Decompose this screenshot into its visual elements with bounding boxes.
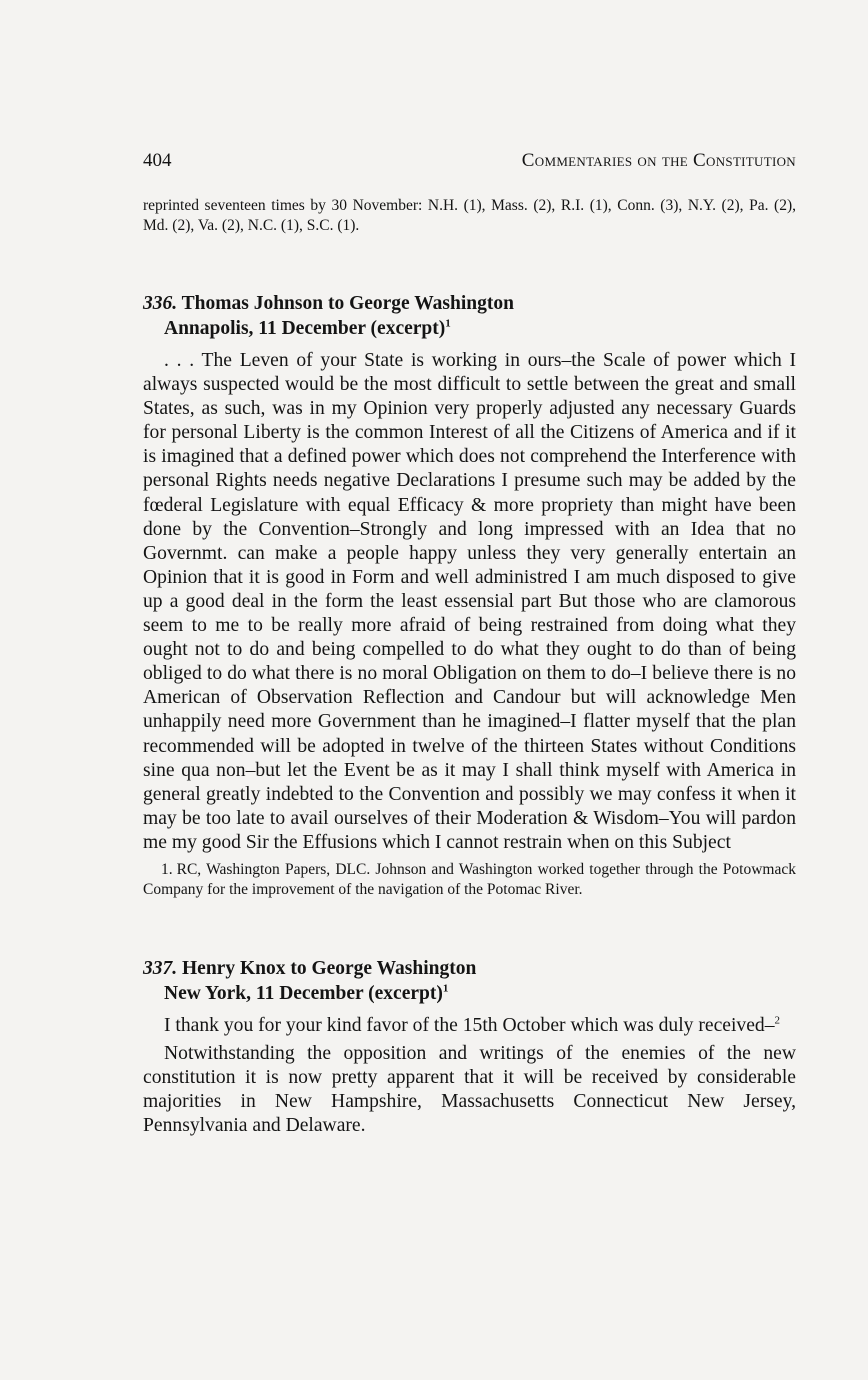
footnote-ref: 1 <box>445 317 451 330</box>
document-number: 337. <box>143 957 178 979</box>
document-title: Henry Knox to George Washington <box>182 957 477 979</box>
footnote-number: 1. <box>161 860 173 878</box>
running-head <box>143 150 796 176</box>
place-date-text: Annapolis, 11 December (excerpt) <box>164 318 446 339</box>
document-place-date <box>143 316 796 341</box>
document-number: 336. <box>143 293 178 314</box>
document-heading <box>143 956 796 1006</box>
letter-paragraph: Notwithstanding the opposition and writings of the enemies of the new constitution it is now pretty apparent that it will be received by considerable majorities in New Hampshire, Massachusetts Connecticut New Jersey, Pennsylvania and Delaware. <box>143 1043 796 1137</box>
place-date-text: New York, 11 December (excerpt) <box>164 982 443 1004</box>
page-number: 404 <box>143 150 172 171</box>
document-place-date <box>143 981 796 1006</box>
previous-footnote-continuation: reprinted seventeen times by 30 November: N.H. (1), Mass. (2), R.I. (1), Conn. (3), N.Y. (2), Pa. (2), Md. (2), Va. (2), N.C. (1), S.C. (1). <box>143 197 796 234</box>
footnote-ref: 2 <box>774 1014 780 1027</box>
book-page <box>143 150 796 1138</box>
footnote-text: RC, Washington Papers, DLC. Johnson and Washington worked together through the Potowmack Company for the improvement of the navigation of the Potomac River. <box>143 860 796 898</box>
footnote-ref: 1 <box>442 982 449 995</box>
running-title: Commentaries on the Constitution <box>521 150 796 171</box>
document-title: Thomas Johnson to George Washington <box>181 293 514 314</box>
letter-paragraph: . . . The Leven of your State is working in ours–the Scale of power which I always suspected would be the most difficult to settle between the great and small States, as such, was in my Opinion very properly adjusted any necessary Guards for personal Liberty is the common Interest of all the Citizens of America and if it is imagined that a defined power which does not comprehend the Interference with personal Rights needs negative Declarations I presume such may be added by the fœderal Legislature with equal Efficacy & more propriety than might have been done by the Convention–Strongly and long impressed with an Idea that no Governmt. can make a people happy unless they very generally entertain an Opinion that it is good in Form and well administred I am much disposed to give up a good deal in the form the least essensial part But those who are clamorous seem to me to be really more afraid of being restrained from doing what they ought not to do and being compelled to do what they ought to do than of being obliged to do what there is no moral Obligation on them to do–I believe there is no American of Observation Reflection and Candour but will acknowledge Men unhappily need more Government than he imagined–I flatter myself that the plan recommended will be adopted in twelve of the thirteen States without Conditions sine qua non–but let the Event be as it may I shall think myself with America in general greatly indebted to the Convention and possibly we may confess it when it may be too late to avail ourselves of their Moderation & Wisdom–You will pardon me my good Sir the Effusions which I cannot restrain when on this Subject <box>143 350 796 853</box>
footnote <box>143 860 796 900</box>
letter-paragraph <box>143 1014 796 1038</box>
document-heading <box>143 291 796 341</box>
paragraph-text: I thank you for your kind favor of the 15th October which was duly received– <box>164 1014 775 1036</box>
